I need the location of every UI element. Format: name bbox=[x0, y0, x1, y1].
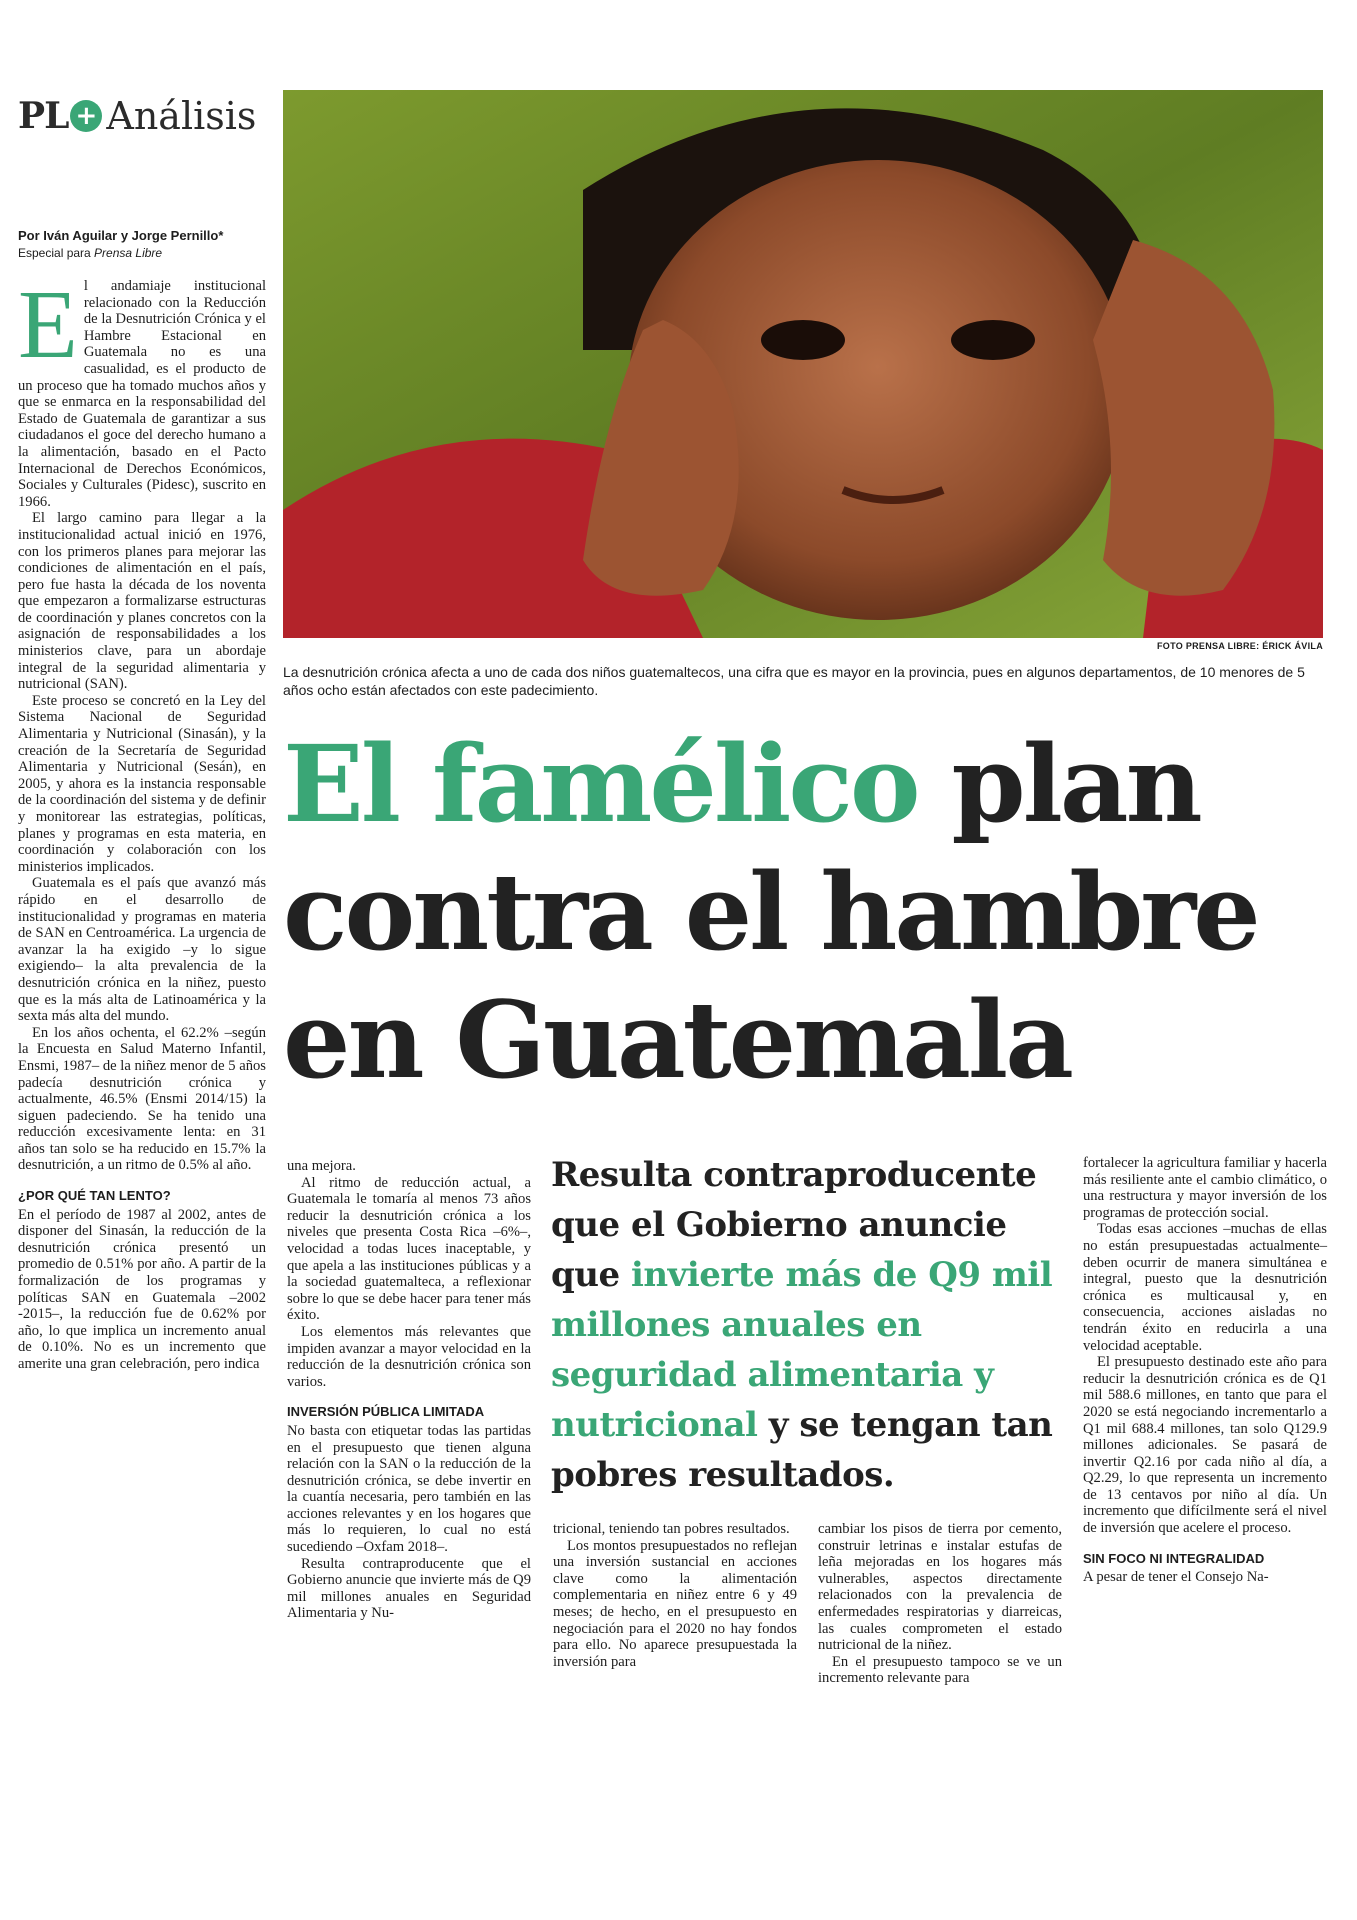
child-photo-illustration bbox=[283, 90, 1323, 638]
paragraph: cambiar los pisos de tierra por cemento, construir letrinas e instalar estufas de leña mejoradas en los hogares más vulnerables, aspectos directamente relacionados con la prevalencia de enfermedades respiratorias y diarreicas, las cuales comprometen el estado nutricional de la niñez. bbox=[818, 1521, 1062, 1654]
subheading: SIN FOCO NI INTEGRALIDAD bbox=[1083, 1550, 1265, 1566]
headline-green: El famélico bbox=[283, 721, 918, 846]
subheading: INVERSIÓN PÚBLICA LIMITADA bbox=[287, 1404, 485, 1420]
paragraph: Guatemala es el país que avanzó más rápido en el desarrollo de institucionalidad y programas en materia de SAN en Centroamérica. La urgencia de avanzar la ha exigido –y lo sigue exigiendo– la alta prevalencia de la desnutrición crónica en la niñez, puesto que es la más alta de Latinoamérica y la sexta más alta del mundo. bbox=[18, 875, 266, 1025]
column-3 bbox=[553, 1521, 797, 1670]
paragraph: En el período de 1987 al 2002, antes de disponer del Sinasán, la reducción de la desnutrición crónica presentó un promedio de 0.51% por año. A partir de la formalización de los programas y políticas SAN en Guatemala –2002 -2015–, la reducción fue de 0.62% por año, lo que implica un incremento anual de 0.10%. No es un incremento que amerite una gran celebración, pero indica bbox=[18, 1206, 266, 1372]
byline-authors: Por Iván Aguilar y Jorge Pernillo* bbox=[18, 228, 224, 243]
plus-icon: + bbox=[70, 100, 102, 132]
column-4 bbox=[818, 1521, 1062, 1687]
byline-publication: Prensa Libre bbox=[94, 246, 163, 260]
paragraph: Los elementos más relevantes que impiden avanzar a mayor velocidad en la reducción de la desnutrición crónica son varios. bbox=[287, 1323, 531, 1390]
paragraph: Los montos presupuestados no reflejan una inversión sustancial en acciones clave como la alimentación complementaria en niñez entre 6 y 49 meses; de hecho, en el presupuesto en negociación para el 2020 no hay fondos para ello. No aparece presupuestada la inversión para bbox=[553, 1537, 797, 1670]
paragraph: El largo camino para llegar a la institucionalidad actual inició en 1976, con los primeros planes para mejorar las condiciones de alimentación en el país, pero fue hasta la década de los noventa que empezaron a formalizarse estructuras de coordinación y planes concretos con la asignación de responsabilidades a los ministerios clave, para un abordaje integral de la seguridad alimentaria y nutricional (SAN). bbox=[18, 510, 266, 693]
paragraph: El presupuesto destinado este año para reducir la desnutrición crónica es de Q1 mil 588.6 millones, en tanto que para el 2020 se está negociando incrementarlo a Q1 mil 688.4 millones, tan solo Q129.9 millones adicionales. Se pasará de invertir Q2.16 por cada niño al día, a Q2.29, lo que representa un incremento de 13 centavos por niño al día. Un incremento que difícilmente será el nivel de inversión que acelere el proceso. bbox=[1083, 1354, 1327, 1537]
photo-credit: FOTO PRENSA LIBRE: ÉRICK ÁVILA bbox=[1156, 641, 1323, 651]
column-1 bbox=[18, 271, 266, 1373]
paragraph: l andamiaje institucional relacionado con la Reducción de la Desnutrición Crónica y el Hambre Estacional en Guatemala no es una casualidad, es el producto de un proceso que ha tomado muchos años y que se enmarca en la responsabilidad del Estado de Guatemala de garantizar a sus ciudadanos el goce del derecho humano a la alimentación, basado en el Pacto Internacional de Derechos Económicos, Sociales y Culturales (Pidesc), suscrito en 1966. bbox=[18, 278, 266, 510]
paragraph: Todas esas acciones –muchas de ellas no están presupuestadas actualmente– deben ocurrir de manera simultánea e integral, puesto que la desnutrición crónica es multicausal y, en consecuencia, acciones aisladas no tendrán éxito en reducirla a una velocidad aceptable. bbox=[1083, 1221, 1327, 1354]
paragraph: Este proceso se concretó en la Ley del Sistema Nacional de Seguridad Alimentaria y Nutricional (Sinasán), y la creación de la Secretaría de Seguridad Alimentaria y Nutricional (Sesán), en 2005, y ahora es la instancia responsable de la coordinación del sistema y de definir y monitorear las estrategias, políticas, planes y programas en esta materia, en coordinación y colaboración con los ministerios implicados. bbox=[18, 692, 266, 875]
paragraph: fortalecer la agricultura familiar y hacerla más resiliente ante el cambio climático, o una restructura y mayor inversión de los programas de protección social. bbox=[1083, 1155, 1327, 1221]
column-5 bbox=[1083, 1155, 1327, 1586]
headline-line1-rest: plan bbox=[917, 721, 1200, 846]
pull-quote-part2: y se tengan tan pobres resultados. bbox=[551, 1405, 1053, 1495]
headline bbox=[283, 720, 1328, 1104]
feature-photo bbox=[283, 90, 1323, 638]
column-2 bbox=[287, 1158, 531, 1622]
paragraph: Al ritmo de reducción actual, a Guatemala le tomaría al menos 73 años reducir la desnutrición crónica a los niveles que presenta Costa Rica –6%–, velocidad a todas luces inaceptable, y que apela a las instituciones públicas y a la sociedad guatemalteca, a reflexionar sobre lo que se debe hacer para tener más éxito. bbox=[287, 1174, 531, 1324]
paragraph: No basta con etiquetar todas las partidas en el presupuesto que tienen alguna relación con la SAN o la reducción de la desnutrición crónica, se debe invertir en la cuantía necesaria, pero también en las acciones relevantes y en los hogares que más lo requieren, lo cual no está sucediendo –Oxfam 2018–. bbox=[287, 1422, 531, 1556]
paragraph: En los años ochenta, el 62.2% –según la Encuesta en Salud Materno Infantil, Ensmi, 1987– de la niñez menor de 5 años padecía desnutrición crónica y actualmente, 46.5% (Ensmi 2014/15) la siguen padeciendo. Se ha tenido una reducción excesivamente lenta: en 31 años tan solo se ha reducido en 15.7% la desnutrición, a un ritmo de 0.5% al año. bbox=[18, 1024, 266, 1174]
paragraph: una mejora. bbox=[287, 1158, 356, 1174]
brand-logo: PL bbox=[18, 95, 69, 137]
photo-caption: La desnutrición crónica afecta a uno de cada dos niños guatemaltecos, una cifra que es mayor en la provincia, pues en algunos departamentos, de 10 menores de 5 años ocho están afectados con este padecimiento. bbox=[283, 664, 1305, 698]
pull-quote-highlight: invierte más de Q9 mil millones anuales en seguridad alimentaria y nutricional bbox=[551, 1255, 1053, 1445]
paragraph: Resulta contraproducente que el Gobierno anuncie que invierte más de Q9 mil millones anuales en Seguridad Alimentaria y Nu- bbox=[287, 1555, 531, 1622]
drop-cap: E bbox=[18, 271, 78, 379]
headline-line3: en Guatemala bbox=[283, 977, 1071, 1102]
pull-quote bbox=[551, 1150, 1067, 1500]
masthead bbox=[18, 90, 268, 142]
byline-special bbox=[18, 246, 273, 260]
pull-quote-part1: Resulta contraproducente que el Gobierno anuncie que bbox=[551, 1155, 1037, 1295]
byline-special-prefix: Especial para bbox=[18, 246, 95, 260]
paragraph: A pesar de tener el Consejo Na- bbox=[1083, 1569, 1269, 1586]
subheading: ¿POR QUÉ TAN LENTO? bbox=[18, 1188, 171, 1204]
headline-line2: contra el hambre bbox=[283, 849, 1258, 974]
paragraph: tricional, teniendo tan pobres resultados. bbox=[553, 1521, 790, 1537]
paragraph: En el presupuesto tampoco se ve un incremento relevante para bbox=[818, 1653, 1062, 1687]
section-name: Análisis bbox=[106, 94, 257, 138]
